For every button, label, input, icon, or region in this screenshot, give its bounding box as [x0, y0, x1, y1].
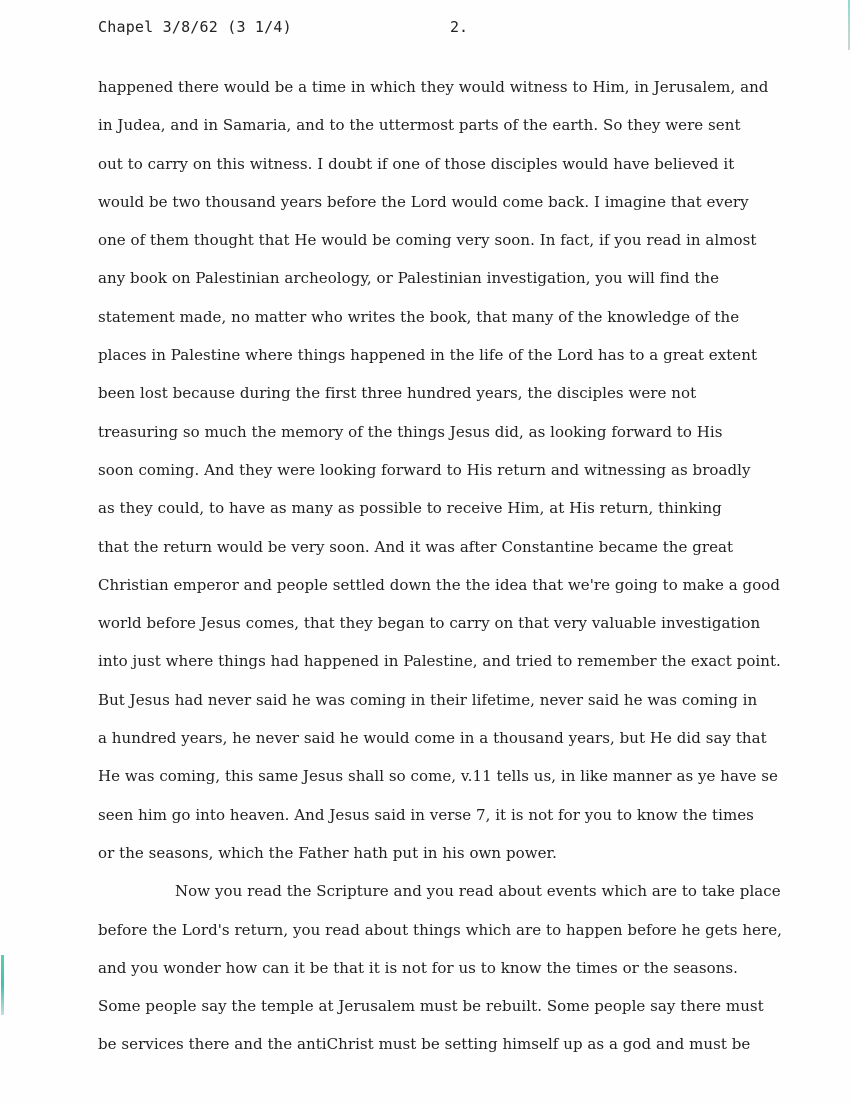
document-title: Chapel 3/8/62 (3 1/4)	[98, 18, 292, 36]
text-line: into just where things had happened in Palestine, and tried to remember the exact point.	[98, 652, 781, 671]
page-header	[98, 18, 798, 42]
document-body	[98, 74, 838, 1070]
text-line: treasuring so much the memory of the things Jesus did, as looking forward to His	[98, 422, 723, 441]
text-line: out to carry on this witness. I doubt if one of those disciples would have believed it	[98, 154, 735, 173]
text-line: But Jesus had never said he was coming in their lifetime, never said he was coming in	[98, 690, 758, 709]
paragraph	[98, 74, 838, 878]
text-line: Some people say the temple at Jerusalem must be rebuilt. Some people say there must	[98, 997, 764, 1016]
text-line: world before Jesus comes, that they began to carry on that very valuable investigation	[98, 614, 761, 633]
text-line: Christian emperor and people settled down the the idea that we're going to make a good	[98, 575, 781, 594]
text-line: He was coming, this same Jesus shall so come, v.11 tells us, in like manner as ye have se	[98, 767, 778, 786]
text-line: be services there and the antiChrist must be setting himself up as a god and must be	[98, 1035, 751, 1054]
text-line: in Judea, and in Samaria, and to the uttermost parts of the earth. So they were sent	[98, 116, 741, 135]
text-line: been lost because during the first three hundred years, the disciples were not	[98, 384, 697, 403]
text-line: would be two thousand years before the Lord would come back. I imagine that every	[98, 192, 749, 211]
scan-margin-mark	[848, 0, 850, 50]
text-line: statement made, no matter who writes the book, that many of the knowledge of the	[98, 307, 740, 326]
text-line: soon coming. And they were looking forward to His return and witnessing as broadly	[98, 460, 751, 479]
text-line: one of them thought that He would be coming very soon. In fact, if you read in almost	[98, 231, 757, 250]
text-line: seen him go into heaven. And Jesus said in verse 7, it is not for you to know the times	[98, 805, 754, 824]
text-line: that the return would be very soon. And it was after Constantine became the great	[98, 537, 734, 556]
text-line: places in Palestine where things happened in the life of the Lord has to a great extent	[98, 346, 758, 365]
text-line: Now you read the Scripture and you read about events which are to take place	[175, 882, 781, 901]
text-line: any book on Palestinian archeology, or Palestinian investigation, you will find the	[98, 269, 720, 288]
text-line: and you wonder how can it be that it is not for us to know the times or the seasons.	[98, 958, 738, 977]
text-line: or the seasons, which the Father hath put in his own power.	[98, 843, 557, 862]
text-line: happened there would be a time in which they would witness to Him, in Jerusalem, and	[98, 78, 769, 96]
paragraph	[98, 878, 838, 1069]
text-line: as they could, to have as many as possible to receive Him, at His return, thinking	[98, 499, 722, 518]
page-number: 2.	[450, 18, 469, 36]
text-line: a hundred years, he never said he would come in a thousand years, but He did say that	[98, 729, 767, 748]
scan-margin-mark	[1, 955, 4, 1015]
text-line: before the Lord's return, you read about things which are to happen before he gets here,	[98, 920, 782, 939]
